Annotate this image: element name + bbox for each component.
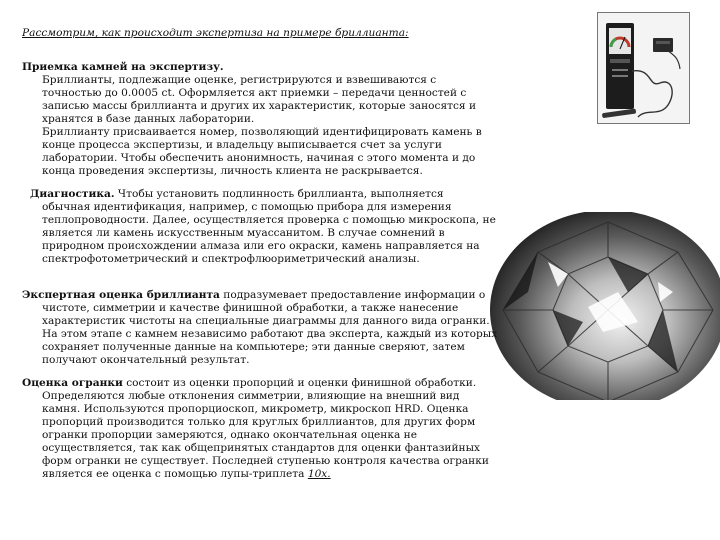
section-first-line xyxy=(22,377,476,389)
section-line: состоит из оценки пропорций и оценки финишной обработки. xyxy=(126,377,477,389)
section-line: пропорций производится только для круглых бриллиантов, для других форм xyxy=(42,416,476,428)
diamond-illustration xyxy=(488,212,720,400)
tester-device-image xyxy=(597,12,690,124)
section-line: сохраняет полученные данные на компьютере; эти данные сверяют, затем xyxy=(42,341,465,353)
section-line: осуществляется, так как общепринятых стандартов для оценки фантазийных xyxy=(42,442,481,454)
section-line: форм огранки не существует. Последней ступенью контроля качества огранки xyxy=(42,455,489,467)
section-line: характеристик чистоты на специальные диаграммы для данного вида огранки. xyxy=(42,315,490,327)
section-line: камня. Используются пропорциоскоп, микрометр, микроскоп HRD. Оценка xyxy=(42,403,469,415)
section-line: записью массы бриллианта и других их характеристик, которые заносятся и xyxy=(42,100,477,112)
section-line: подразумевает предоставление информации о xyxy=(223,289,486,301)
section-line: является ее оценка с помощью лупы-триплета xyxy=(42,468,305,480)
section-line: Определяются любые отклонения симметрии, влияющие на внешний вид xyxy=(42,390,460,402)
section-line: конца проведения экспертизы, личность клиента не раскрывается. xyxy=(42,165,423,177)
section-line: Чтобы установить подлинность бриллианта, выполняется xyxy=(117,188,444,200)
section-line: лаборатории. Чтобы обеспечить анонимность, начиная с этого момента и до xyxy=(42,152,476,164)
section-first-line xyxy=(30,188,444,200)
diamond-image xyxy=(488,212,720,400)
device-illustration xyxy=(598,13,690,124)
section-heading-cut-evaluation: Оценка огранки xyxy=(22,377,123,389)
section-first-line xyxy=(22,289,485,301)
section-line: получают окончательный результат. xyxy=(42,354,250,366)
section-line: Бриллианты, подлежащие оценке, регистрируются и взвешиваются с xyxy=(42,74,437,86)
loupe-10x-link[interactable]: 10х. xyxy=(307,468,331,480)
section-line: конце процесса экспертизы, и владельцу выписывается счет за услуги xyxy=(42,139,442,151)
section-line: огранки пропорции замеряются, однако окончательная оценка не xyxy=(42,429,417,441)
section-line: хранятся в базе данных лаборатории. xyxy=(42,113,255,125)
section-line: чистоте, симметрии и качестве финишной обработки, а также нанесение xyxy=(42,302,459,314)
section-heading-intake: Приемка камней на экспертизу. xyxy=(22,61,224,73)
section-line: На этом этапе с камнем независимо работают два эксперта, каждый из которых xyxy=(42,328,498,340)
section-line: точностью до 0.0005 ct. Оформляется акт приемки – передачи ценностей с xyxy=(42,87,467,99)
section-line: спектрофотометрический и спектрофлюориметрический анализы. xyxy=(42,253,420,265)
section-heading-expert-evaluation: Экспертная оценка бриллианта xyxy=(22,289,220,301)
section-last-line xyxy=(42,468,331,480)
page-title: Рассмотрим, как происходит экспертиза на примере бриллианта: xyxy=(22,27,409,39)
section-heading-diagnostics: Диагностика. xyxy=(30,188,115,200)
section-line: теплопроводности. Далее, осуществляется проверка с помощью микроскопа, не xyxy=(42,214,496,226)
section-line: природном происхождении алмаза или его окраски, камень направляется на xyxy=(42,240,480,252)
section-line: является ли камень искусственным муассанитом. В случае сомнений в xyxy=(42,227,445,239)
section-line: Бриллианту присваивается номер, позволяющий идентифицировать камень в xyxy=(42,126,482,138)
section-line: обычная идентификация, например, с помощью прибора для измерения xyxy=(42,201,452,213)
